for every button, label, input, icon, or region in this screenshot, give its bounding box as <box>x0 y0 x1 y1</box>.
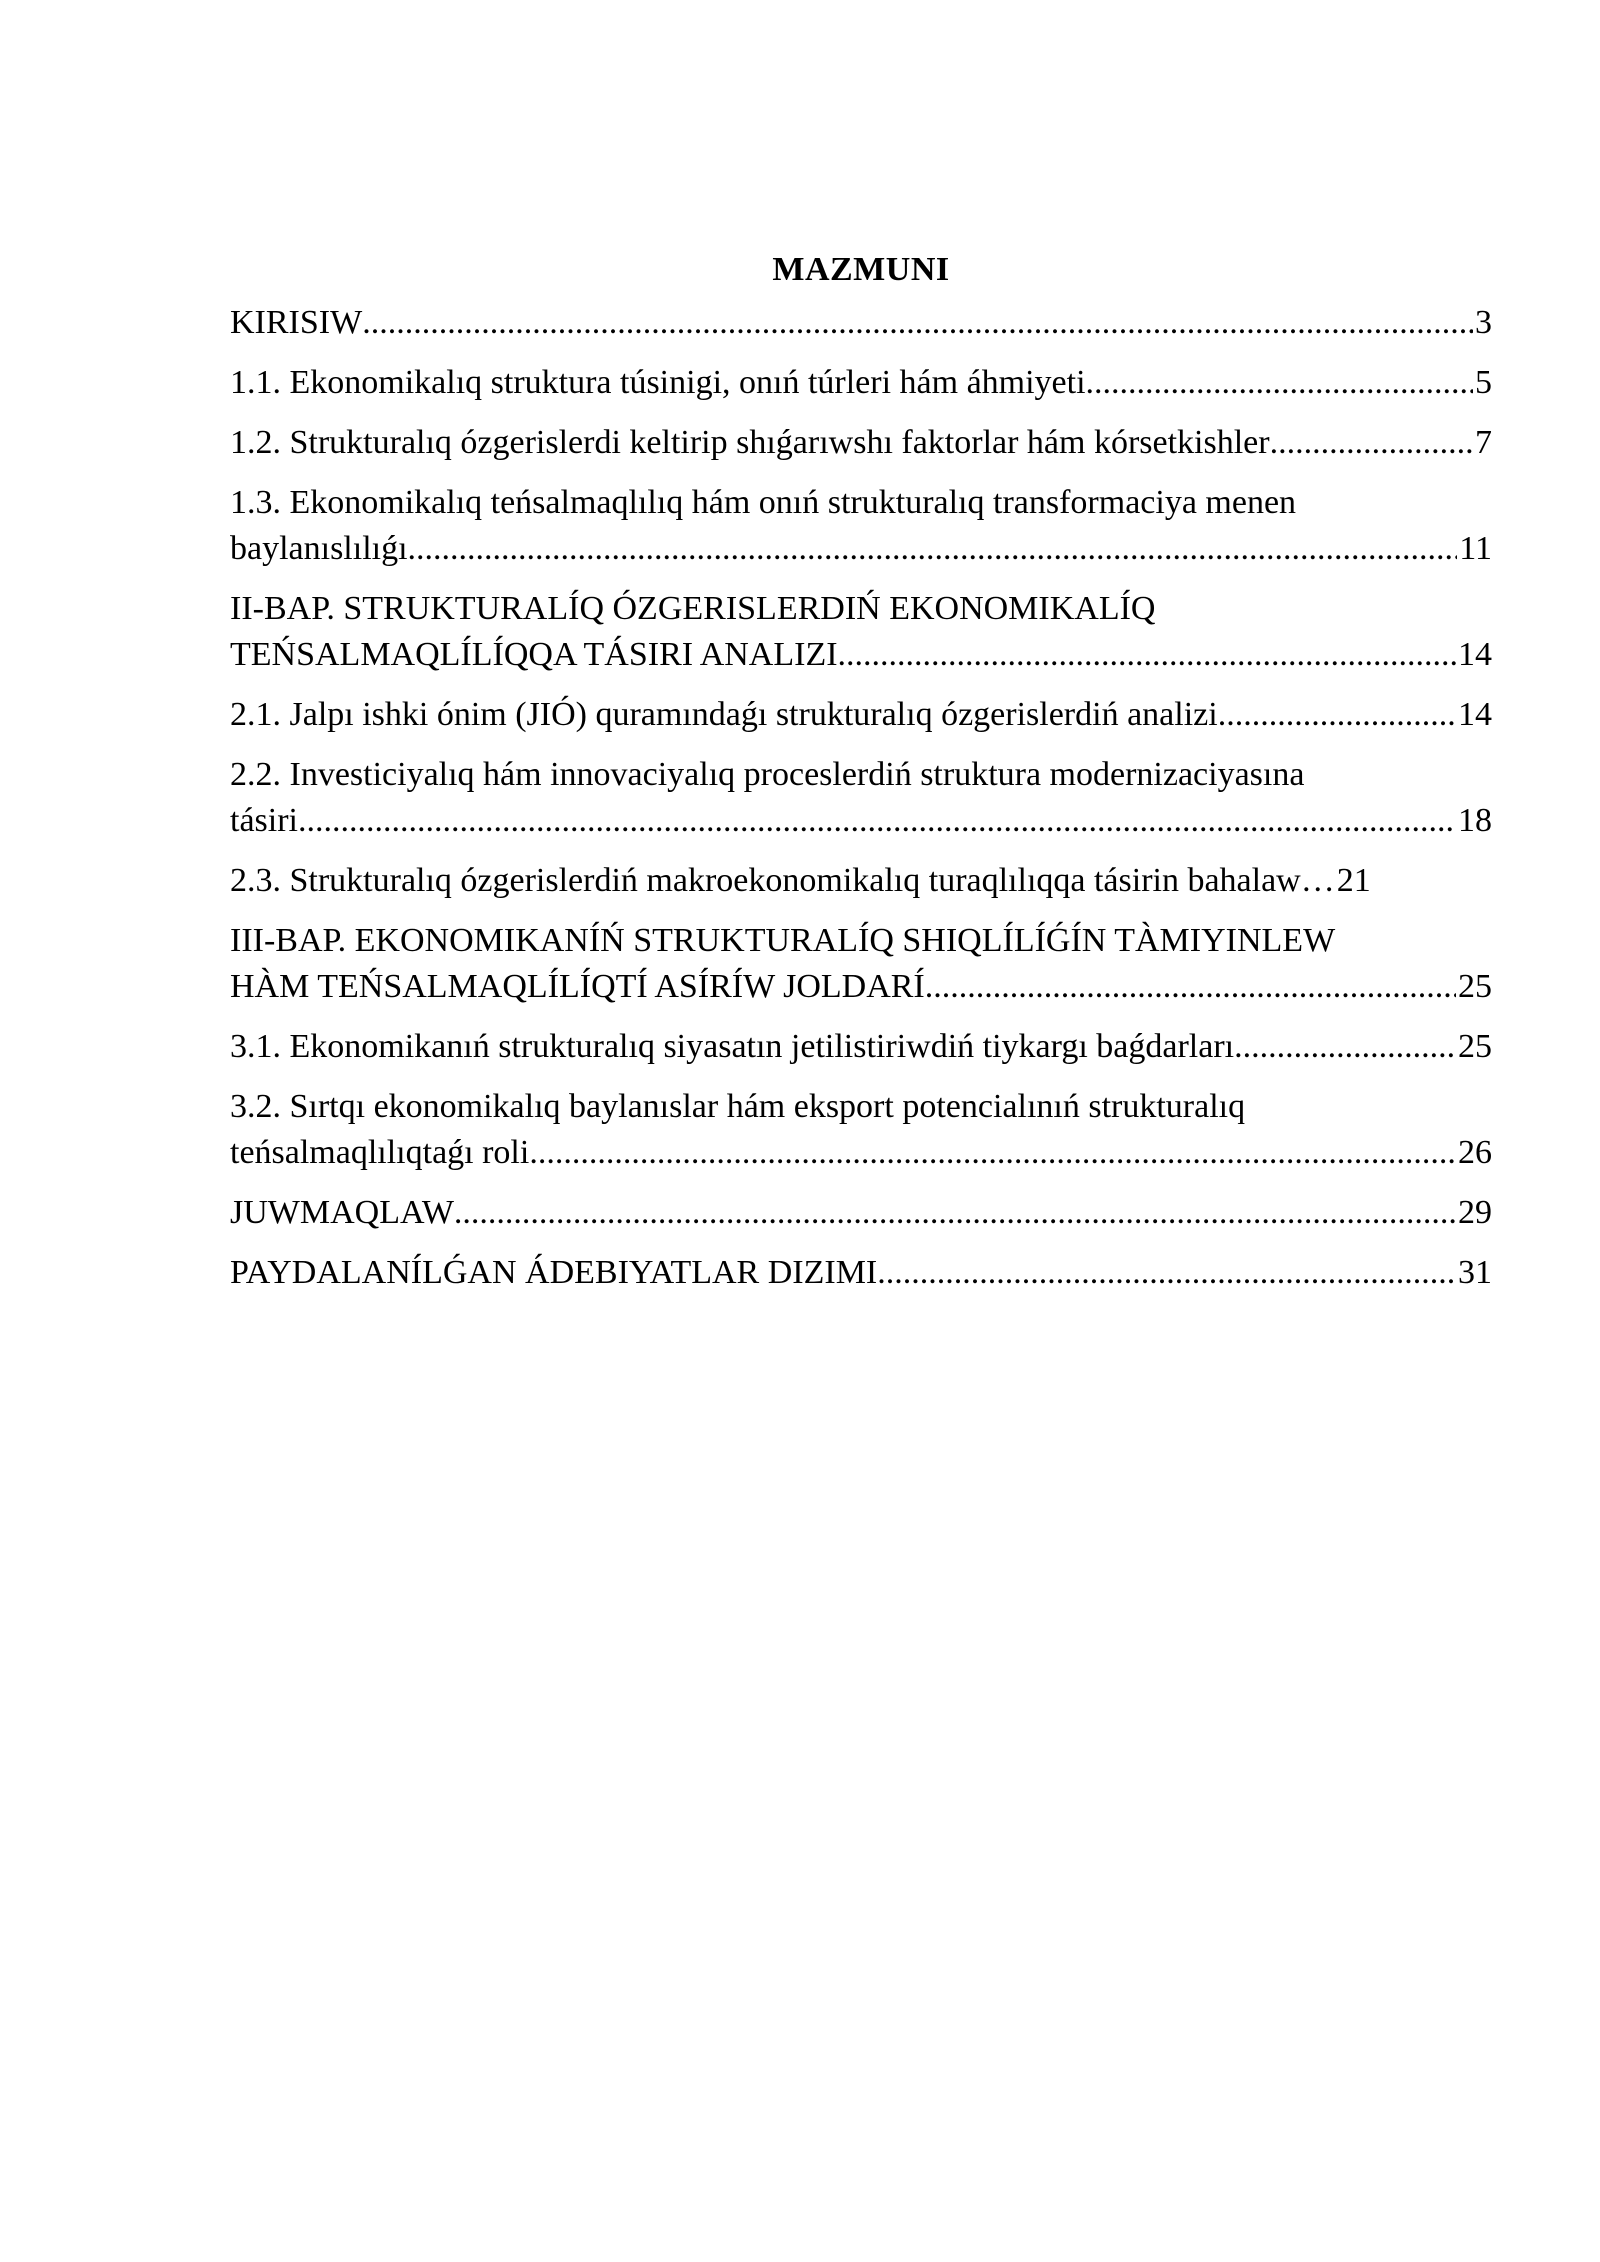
toc-page-number: 21 <box>1336 862 1371 899</box>
toc-entry-text: HÀM TEŃSALMAQLÍLÍQTÍ ASÍRÍW JOLDARÍ <box>230 968 925 1005</box>
toc-entry-juwmaqlaw[interactable] <box>230 1190 1492 1236</box>
toc-page-number: 26 <box>1458 1134 1492 1171</box>
toc-page-number: 11 <box>1459 530 1492 567</box>
toc-entry-text: 3.1. Ekonomikanıń strukturalıq siyasatın jetilistiriwdiń tiykargı baǵdarları <box>230 1028 1235 1065</box>
toc-page-number: 18 <box>1458 802 1492 839</box>
toc-entry-2-2[interactable] <box>230 752 1492 844</box>
dot-leader <box>454 1190 1456 1236</box>
toc-entry-text: 2.2. Investiciyalıq hám innovaciyalıq proceslerdiń struktura modernizaciyasına <box>230 756 1305 793</box>
toc-entry-2-3[interactable] <box>230 858 1492 904</box>
toc-page-number: 14 <box>1458 696 1492 733</box>
toc-entry-1-2[interactable] <box>230 420 1492 466</box>
dot-leader <box>877 1250 1456 1296</box>
toc-page-number: 29 <box>1458 1194 1492 1231</box>
toc-entry-chapter-3[interactable] <box>230 918 1492 1010</box>
toc-entry-text: 1.2. Strukturalıq ózgerislerdi keltirip shıǵarıwshı faktorlar hám kórsetkishler <box>230 424 1270 461</box>
toc-entry-text: PAYDALANÍLǴAN ÁDEBIYATLAR DIZIMI <box>230 1254 878 1291</box>
toc-page-number: 31 <box>1458 1254 1492 1291</box>
page-title: MAZMUNI <box>772 251 950 288</box>
table-of-contents <box>230 240 1492 1310</box>
dot-leader <box>838 632 1456 678</box>
dot-leader <box>408 526 1458 572</box>
toc-page-number: 3 <box>1475 304 1492 341</box>
toc-entry-text: 3.2. Sırtqı ekonomikalıq baylanıslar hám eksport potencialınıń strukturalıq <box>230 1088 1246 1125</box>
dot-leader <box>298 798 1456 844</box>
toc-entry-text: II-BAP. STRUKTURALÍQ ÓZGERISLERDIŃ EKONOMIKALÍQ <box>230 590 1156 627</box>
dot-leader <box>1270 420 1473 466</box>
toc-entry-1-1[interactable] <box>230 360 1492 406</box>
toc-entry-text: baylanıslılıǵı <box>230 530 408 567</box>
toc-entry-text: 2.1. Jalpı ishki ónim (JIÓ) quramındaǵı strukturalıq ózgerislerdiń analizi <box>230 696 1218 733</box>
dot-leader <box>1086 360 1473 406</box>
dot-leader <box>925 964 1456 1010</box>
toc-entry-text: tásiri <box>230 802 298 839</box>
toc-entry-bibliography[interactable] <box>230 1250 1492 1296</box>
toc-page-number: 14 <box>1458 636 1492 673</box>
toc-entry-1-3[interactable] <box>230 480 1492 572</box>
toc-entry-text: III-BAP. EKONOMIKANÍŃ STRUKTURALÍQ SHIQLÍLÍǴÍN TÀMIYINLEW <box>230 922 1336 959</box>
toc-entry-kirisiw[interactable] <box>230 300 1492 346</box>
toc-entry-3-2[interactable] <box>230 1084 1492 1176</box>
dot-leader <box>1218 692 1456 738</box>
toc-entry-2-1[interactable] <box>230 692 1492 738</box>
toc-page-number: 25 <box>1458 968 1492 1005</box>
toc-page-number: 5 <box>1475 364 1492 401</box>
toc-entry-text: 1.1. Ekonomikalıq struktura túsinigi, onıń túrleri hám áhmiyeti <box>230 364 1086 401</box>
dot-leader <box>1234 1024 1456 1070</box>
toc-page-number: 25 <box>1458 1028 1492 1065</box>
toc-entry-3-1[interactable] <box>230 1024 1492 1070</box>
toc-entry-chapter-2[interactable] <box>230 586 1492 678</box>
toc-entry-text: 1.3. Ekonomikalıq teńsalmaqlılıq hám onıń strukturalıq transformaciya menen <box>230 484 1297 521</box>
toc-entry-text: KIRISIW <box>230 304 363 341</box>
toc-entry-text: 2.3. Strukturalıq ózgerislerdiń makroekonomikalıq turaqlılıqqa tásirin bahalaw… <box>230 862 1335 899</box>
toc-entry-text: TEŃSALMAQLÍLÍQQA TÁSIRI ANALIZI <box>230 636 838 673</box>
dot-leader <box>362 300 1473 346</box>
toc-entry-text: JUWMAQLAW <box>230 1194 454 1231</box>
toc-entry-text: teńsalmaqlılıqtaǵı roli <box>230 1134 530 1171</box>
dot-leader <box>529 1130 1456 1176</box>
toc-page-number: 7 <box>1475 424 1492 461</box>
